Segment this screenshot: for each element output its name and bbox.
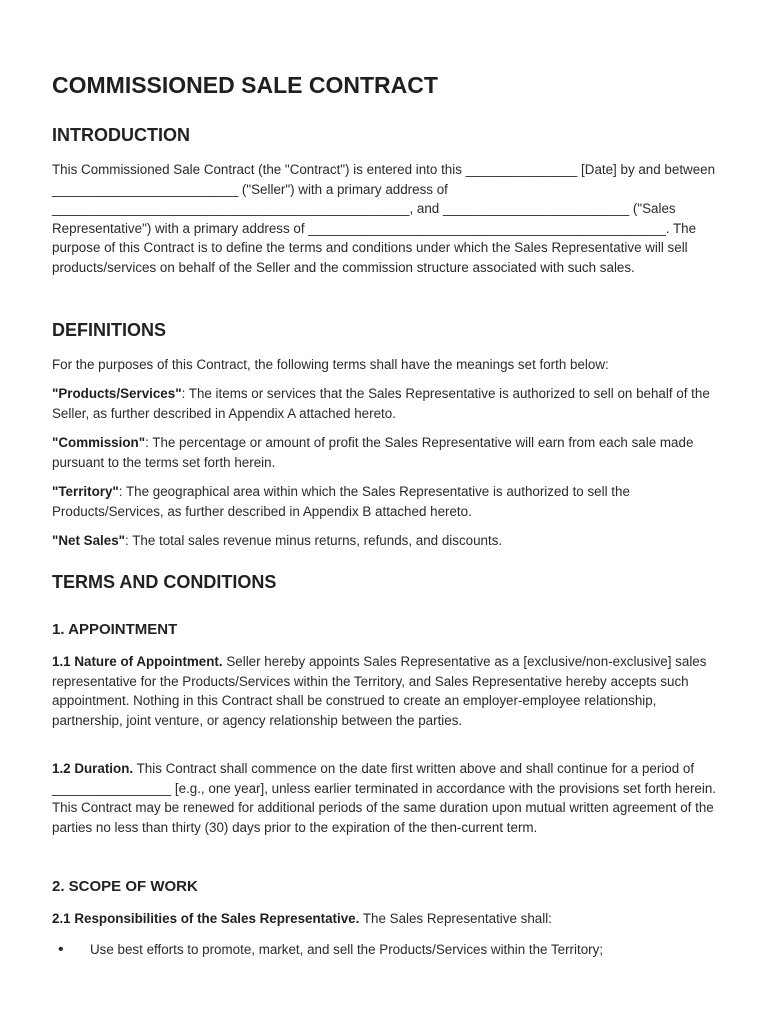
section-2-1 bbox=[52, 909, 720, 929]
introduction-paragraph: This Commissioned Sale Contract (the "Contract") is entered into this _______________ [Date] by and between _________________________ ("Seller") with a primary address of ________________________________________________, and _________________________ ("Sales Representative") with a primary address of ________________________________________________. The purpose of this Contract is to define the terms and conditions under which the Sales Representative will sell products/services on behalf of the Seller and the commission structure associated with such sales. bbox=[52, 162, 716, 275]
definition-term: "Products/Services" bbox=[52, 386, 182, 401]
definition-term: "Commission" bbox=[52, 435, 146, 450]
definition-term: "Net Sales" bbox=[52, 533, 125, 548]
document-title: COMMISSIONED SALE CONTRACT bbox=[52, 72, 438, 98]
section-1-1-text: Seller hereby appoints Sales Representative as a [exclusive/non-exclusive] sales representative for the Products/Services within the Territory, and Sales Representative hereby accepts such appointment. Nothing in this Contract shall be construed to create an employer-employee relationship, partnership, joint venture, or agency relationship between the parties. bbox=[52, 654, 707, 728]
section-1-2-label: 1.2 Duration. bbox=[52, 761, 134, 776]
introduction-heading: INTRODUCTION bbox=[52, 125, 190, 145]
scope-heading: 2. SCOPE OF WORK bbox=[52, 878, 198, 895]
section-1-2-text: This Contract shall commence on the date first written above and shall continue for a period of ________________ [e.g., one year], unless earlier terminated in accordance with the provisions set forth herein. This Contract may be renewed for additional periods of the same duration upon mutual written agreement of the parties no less than thirty (30) days prior to the expiration of the then-current term. bbox=[52, 761, 716, 835]
section-2-1-text: The Sales Representative shall: bbox=[359, 911, 552, 926]
definition-text: : The items or services that the Sales Representative is authorized to sell on behalf of the Seller, as further described in Appendix A attached hereto. bbox=[52, 386, 710, 421]
section-1-1 bbox=[52, 652, 720, 730]
definition-text: : The geographical area within which the Sales Representative is authorized to sell the Products/Services, as further described in Appendix B attached hereto. bbox=[52, 484, 630, 519]
definition-item bbox=[52, 384, 720, 423]
terms-heading: TERMS AND CONDITIONS bbox=[52, 572, 277, 592]
section-2-1-label: 2.1 Responsibilities of the Sales Representative. bbox=[52, 911, 360, 926]
definition-text: : The total sales revenue minus returns, refunds, and discounts. bbox=[125, 533, 503, 548]
definition-item bbox=[52, 433, 720, 472]
definition-item bbox=[52, 482, 720, 521]
bullet-icon: • bbox=[58, 941, 64, 958]
definitions-intro: For the purposes of this Contract, the following terms shall have the meanings set forth below: bbox=[52, 357, 609, 372]
section-1-2 bbox=[52, 759, 720, 837]
definition-text: : The percentage or amount of profit the Sales Representative will earn from each sale made pursuant to the terms set forth herein. bbox=[52, 435, 694, 470]
definition-term: "Territory" bbox=[52, 484, 119, 499]
appointment-heading: 1. APPOINTMENT bbox=[52, 621, 178, 638]
definitions-heading: DEFINITIONS bbox=[52, 320, 167, 340]
section-1-1-label: 1.1 Nature of Appointment. bbox=[52, 654, 223, 669]
definition-item bbox=[52, 531, 720, 551]
list-item-text: Use best efforts to promote, market, and sell the Products/Services within the Territory; bbox=[90, 942, 604, 957]
